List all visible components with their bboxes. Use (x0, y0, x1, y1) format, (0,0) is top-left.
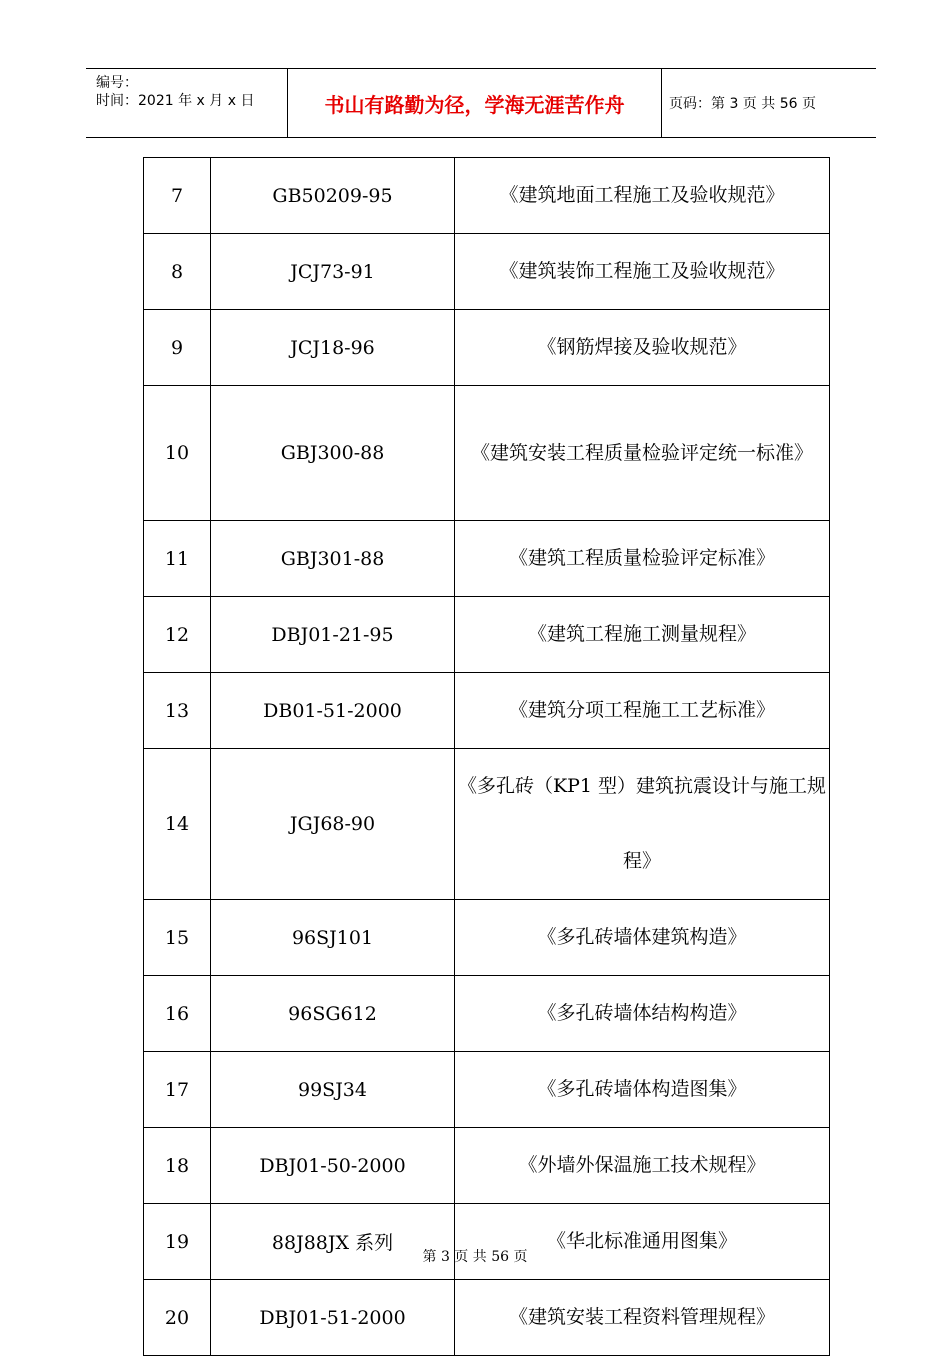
header-meta (86, 69, 286, 137)
table-row (144, 310, 830, 386)
header-motto: 书山有路勤为径，学海无涯苦作舟 (287, 69, 662, 137)
page-header (86, 68, 876, 138)
standard-title: 《钢筋焊接及验收规范》 (455, 310, 830, 386)
table-row (144, 1052, 830, 1128)
standard-code: JGJ68-90 (211, 749, 455, 900)
standard-code: DBJ01-51-2000 (211, 1280, 455, 1356)
footer-page-number: 第 3 页 共 56 页 (422, 1249, 528, 1265)
table-row (144, 900, 830, 976)
standard-title: 《外墙外保温施工技术规程》 (455, 1128, 830, 1204)
standard-title: 《建筑安装工程资料管理规程》 (455, 1280, 830, 1356)
row-number: 7 (144, 158, 211, 234)
table-row (144, 597, 830, 673)
table-row (144, 673, 830, 749)
table-row (144, 521, 830, 597)
standard-code: DB01-51-2000 (211, 673, 455, 749)
table-row (144, 1128, 830, 1204)
standard-title: 《建筑工程施工测量规程》 (455, 597, 830, 673)
page-info-text: 页码：第 3 页 共 56 页 (669, 96, 816, 112)
standard-title: 《建筑装饰工程施工及验收规范》 (455, 234, 830, 310)
document-number: 编号： (96, 75, 138, 91)
table-row (144, 749, 830, 900)
standard-code: 99SJ34 (211, 1052, 455, 1128)
row-number: 9 (144, 310, 211, 386)
standard-code: GBJ301-88 (211, 521, 455, 597)
standard-title: 《多孔砖（KP1 型）建筑抗震设计与施工规程》 (455, 749, 830, 900)
standard-title: 《建筑地面工程施工及验收规范》 (455, 158, 830, 234)
standard-code: DBJ01-50-2000 (211, 1128, 455, 1204)
row-number: 14 (144, 749, 211, 900)
row-number: 20 (144, 1280, 211, 1356)
row-number: 8 (144, 234, 211, 310)
standard-code: DBJ01-21-95 (211, 597, 455, 673)
standard-code: GBJ300-88 (211, 386, 455, 521)
standard-title: 《建筑安装工程质量检验评定统一标准》 (455, 386, 830, 521)
standard-title: 《建筑分项工程施工工艺标准》 (455, 673, 830, 749)
row-number: 18 (144, 1128, 211, 1204)
row-number: 10 (144, 386, 211, 521)
standard-code: 88J88JX 系列 (211, 1204, 455, 1280)
standard-code: JCJ73-91 (211, 234, 455, 310)
standard-title: 《建筑工程质量检验评定标准》 (455, 521, 830, 597)
row-number: 16 (144, 976, 211, 1052)
row-number: 19 (144, 1204, 211, 1280)
table-row (144, 976, 830, 1052)
row-number: 17 (144, 1052, 211, 1128)
header-page-info (669, 69, 876, 137)
row-number: 12 (144, 597, 211, 673)
document-date: 时间：2021 年 x 月 x 日 (96, 93, 255, 109)
table-row (144, 158, 830, 234)
standard-code: JCJ18-96 (211, 310, 455, 386)
table-row (144, 1280, 830, 1356)
standard-code: 96SJ101 (211, 900, 455, 976)
standard-title: 《多孔砖墙体建筑构造》 (455, 900, 830, 976)
standard-title: 《多孔砖墙体构造图集》 (455, 1052, 830, 1128)
table-row (144, 1204, 830, 1280)
table-row (144, 386, 830, 521)
standard-title: 《华北标准通用图集》 (455, 1204, 830, 1280)
table-row (144, 234, 830, 310)
page-footer (0, 1246, 950, 1266)
standard-code: 96SG612 (211, 976, 455, 1052)
row-number: 13 (144, 673, 211, 749)
standards-table (143, 157, 830, 1356)
row-number: 15 (144, 900, 211, 976)
standard-title: 《多孔砖墙体结构构造》 (455, 976, 830, 1052)
row-number: 11 (144, 521, 211, 597)
standard-code: GB50209-95 (211, 158, 455, 234)
